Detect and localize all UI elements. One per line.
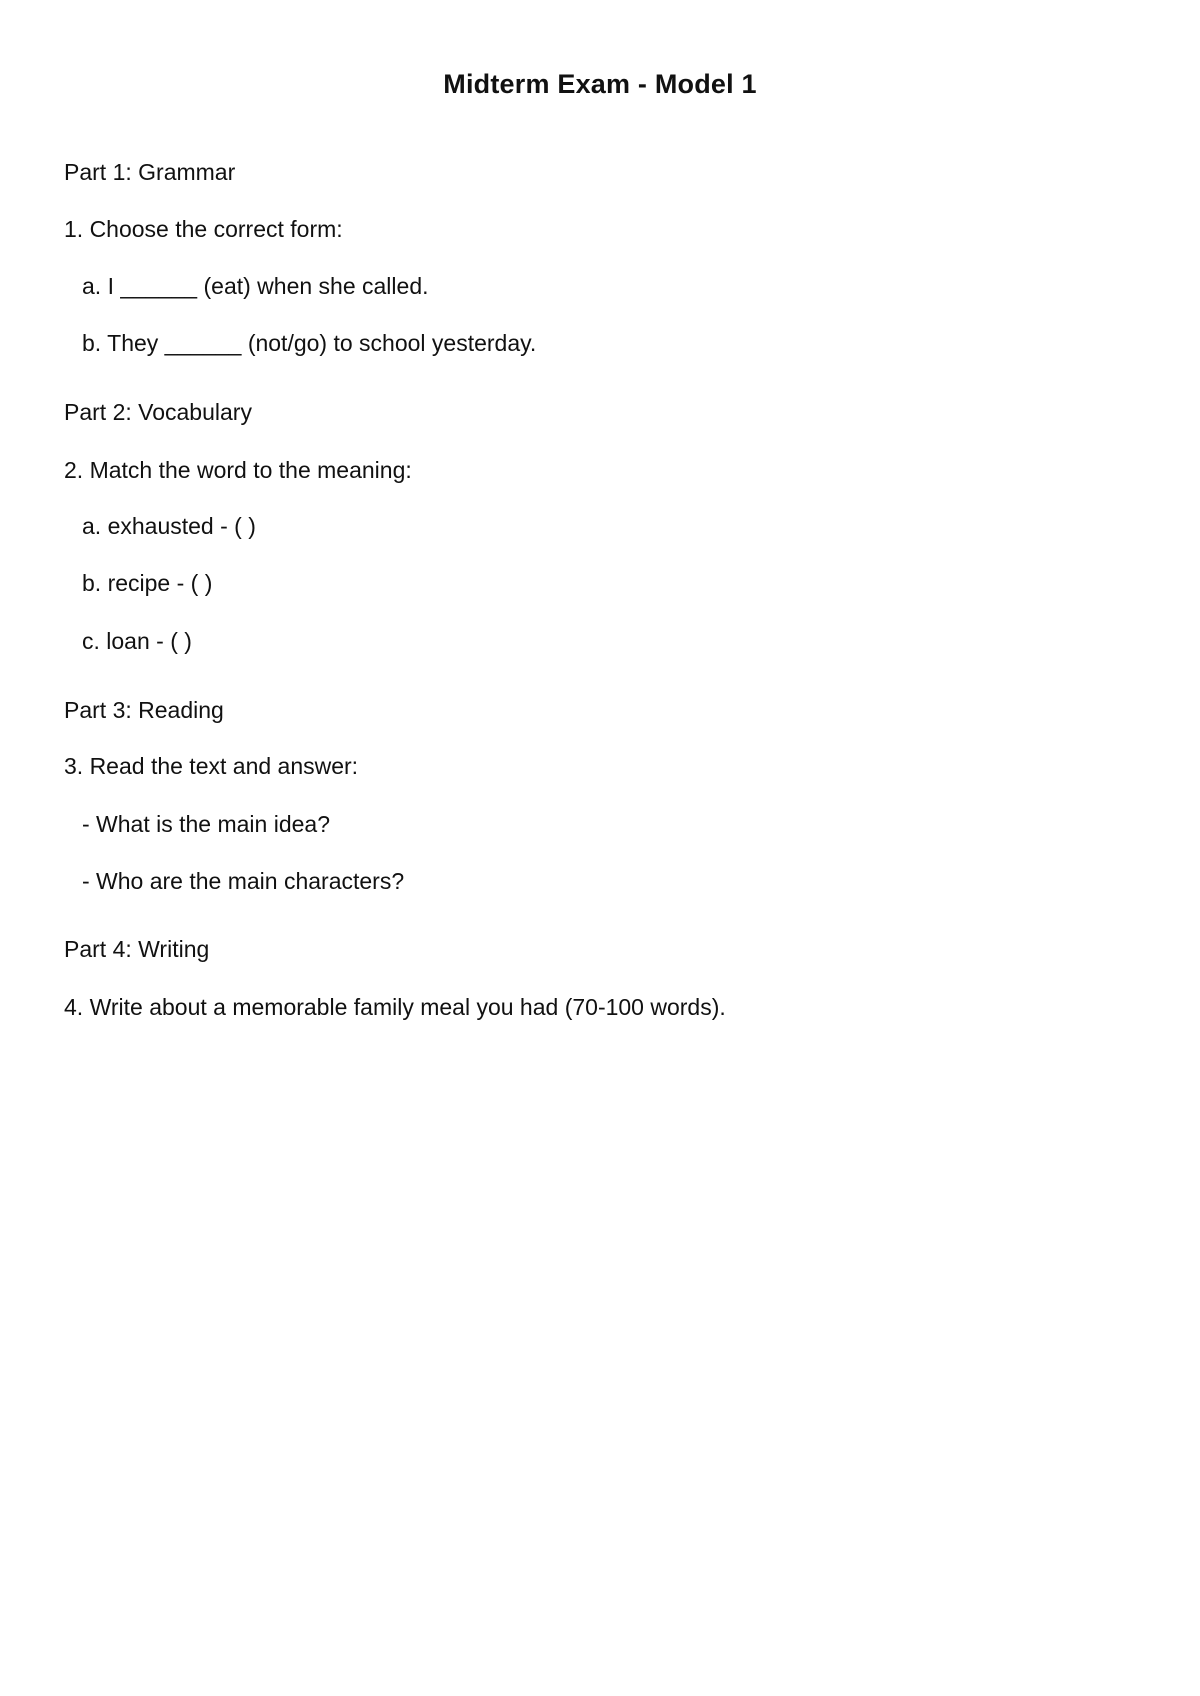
question-2-item-b: b. recipe - ( ) — [82, 570, 213, 596]
question-1-item-a: a. I ______ (eat) when she called. — [82, 273, 429, 299]
question-2-item-c: c. loan - ( ) — [82, 628, 192, 654]
section-heading-grammar: Part 1: Grammar — [64, 159, 236, 185]
question-2: 2. Match the word to the meaning: — [64, 457, 412, 483]
question-3-item-2: - Who are the main characters? — [82, 868, 405, 894]
question-1-item-b: b. They ______ (not/go) to school yesterday. — [82, 330, 537, 356]
question-2-item-a: a. exhausted - ( ) — [82, 513, 256, 539]
section-heading-writing: Part 4: Writing — [64, 936, 210, 962]
question-1: 1. Choose the correct form: — [64, 216, 343, 242]
question-3: 3. Read the text and answer: — [64, 753, 359, 779]
question-4: 4. Write about a memorable family meal you had (70-100 words). — [64, 994, 726, 1020]
page-title: Midterm Exam - Model 1 — [443, 69, 757, 99]
section-heading-vocabulary: Part 2: Vocabulary — [64, 399, 252, 425]
question-3-item-1: - What is the main idea? — [82, 811, 331, 837]
section-heading-reading: Part 3: Reading — [64, 697, 224, 723]
